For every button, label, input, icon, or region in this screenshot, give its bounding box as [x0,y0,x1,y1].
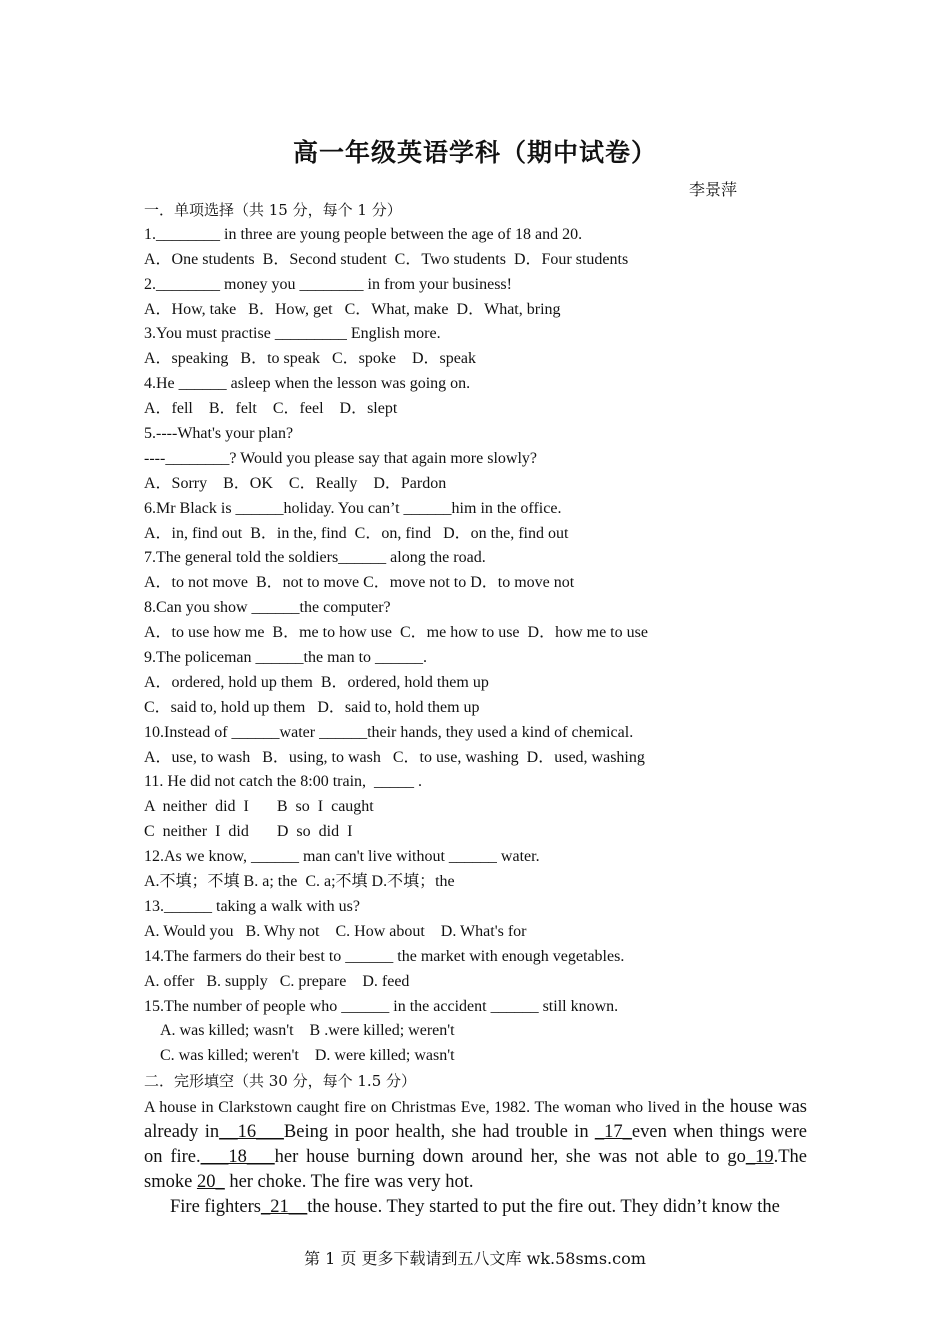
question-line: 5.----What's your plan? [144,425,294,443]
question-line: 10.Instead of ______water ______their hands, they used a kind of chemical. [144,723,634,741]
passage-text: A house in Clarkstown caught fire on Christmas Eve, 1982. The woman who lived in [144,1099,697,1116]
question-line: 2.________ money you ________ in from your business! [144,275,512,293]
question-line: 9.The policeman ______the man to ______. [144,649,428,667]
passage-paragraph-1 [144,1095,807,1195]
question-line: A. was killed; wasn't B .were killed; weren't [160,1022,455,1040]
question-line: 4.He ______ asleep when the lesson was going on. [144,375,471,393]
page-title: 高一年级英语学科（期中试卷） [292,138,657,167]
question-line: ----________? Would you please say that again more slowly? [144,449,537,467]
blank-18: ___18___ [200,1147,275,1167]
passage-text: the house. They started to put the fire out. They didn’t know the [307,1197,780,1217]
question-line: A．How, take B．How, get C．What, make D．What, bring [144,300,561,318]
question-line: 3.You must practise _________ English more. [144,325,441,343]
question-line: 11. He did not catch the 8:00 train, _____ . [144,773,423,791]
blank-21: _21__ [260,1197,308,1217]
question-line: A.不填；不填 B. a; the C. a;不填 D.不填；the [144,873,455,891]
blank-16: __16___ [219,1122,284,1142]
passage-text: her choke. The fire was very hot. [224,1172,474,1192]
question-line: A．Sorry B．OK C．Really D．Pardon [144,474,447,492]
question-line: 13.______ taking a walk with us? [144,897,360,915]
question-line: A. Would you B. Why not C. How about D. What's for [144,922,527,940]
passage-text: Fire fighters [170,1197,261,1217]
passage-text: her house burning down around her, she was not able to go [274,1147,746,1167]
question-line: 15.The number of people who ______ in the accident ______ still known. [144,997,619,1015]
passage-paragraph-2 [144,1195,807,1220]
passage-text: Being in poor health, she had trouble in [283,1122,595,1142]
question-line: A．to use how me B．me to how use C．me how to use D．how me to use [144,624,648,642]
question-line: C．said to, hold up them D．said to, hold them up [144,698,480,716]
question-line: A．speaking B．to speak C．spoke D．speak [144,350,476,368]
question-line: A．in, find out B．in the, find C．on, find D．on the, find out [144,524,569,542]
passage-text: even when things were on fire. [144,1122,807,1167]
question-line: C neither I did D so did I [144,823,353,841]
blank-20: 20_ [196,1172,225,1192]
section-heading: 一．单项选择（共 15 分，每个 1 分） [144,201,402,219]
question-line: 12.As we know, ______ man can't live without ______ water. [144,848,540,866]
question-line: A．ordered, hold up them B．ordered, hold them up [144,673,489,691]
author-name: 李景萍 [689,180,738,199]
passage-text: the house was already in [144,1097,807,1142]
question-line: A．to not move B．not to move C．move not to D．to move not [144,574,575,592]
cloze-passage [144,1095,807,1220]
blank-17: _17_ [594,1122,632,1142]
question-line: 8.Can you show ______the computer? [144,599,391,617]
question-list [144,198,814,1094]
question-line: A．fell B．felt C．feel D．slept [144,400,398,418]
blank-19: _19 [745,1147,774,1167]
question-line: 7.The general told the soldiers______ along the road. [144,549,486,567]
passage-text: .The smoke [144,1147,807,1192]
question-line: A．use, to wash B．using, to wash C．to use, washing D．used, washing [144,748,645,766]
question-line: 6.Mr Black is ______holiday. You can’t ______him in the office. [144,499,562,517]
question-line: A neither did I B so I caught [144,798,374,816]
section-heading: 二．完形填空（共 30 分，每个 1.5 分） [144,1072,417,1091]
question-line: A. offer B. supply C. prepare D. feed [144,972,410,990]
question-line: 1.________ in three are young people between the age of 18 and 20. [144,225,583,243]
page-footer: 第 1 页 更多下载请到五八文库 wk.58sms.com [304,1249,646,1268]
question-line: C. was killed; weren't D. were killed; wasn't [160,1047,455,1065]
question-line: 14.The farmers do their best to ______ the market with enough vegetables. [144,947,625,965]
question-line: A．One students B．Second student C．Two students D．Four students [144,250,629,268]
